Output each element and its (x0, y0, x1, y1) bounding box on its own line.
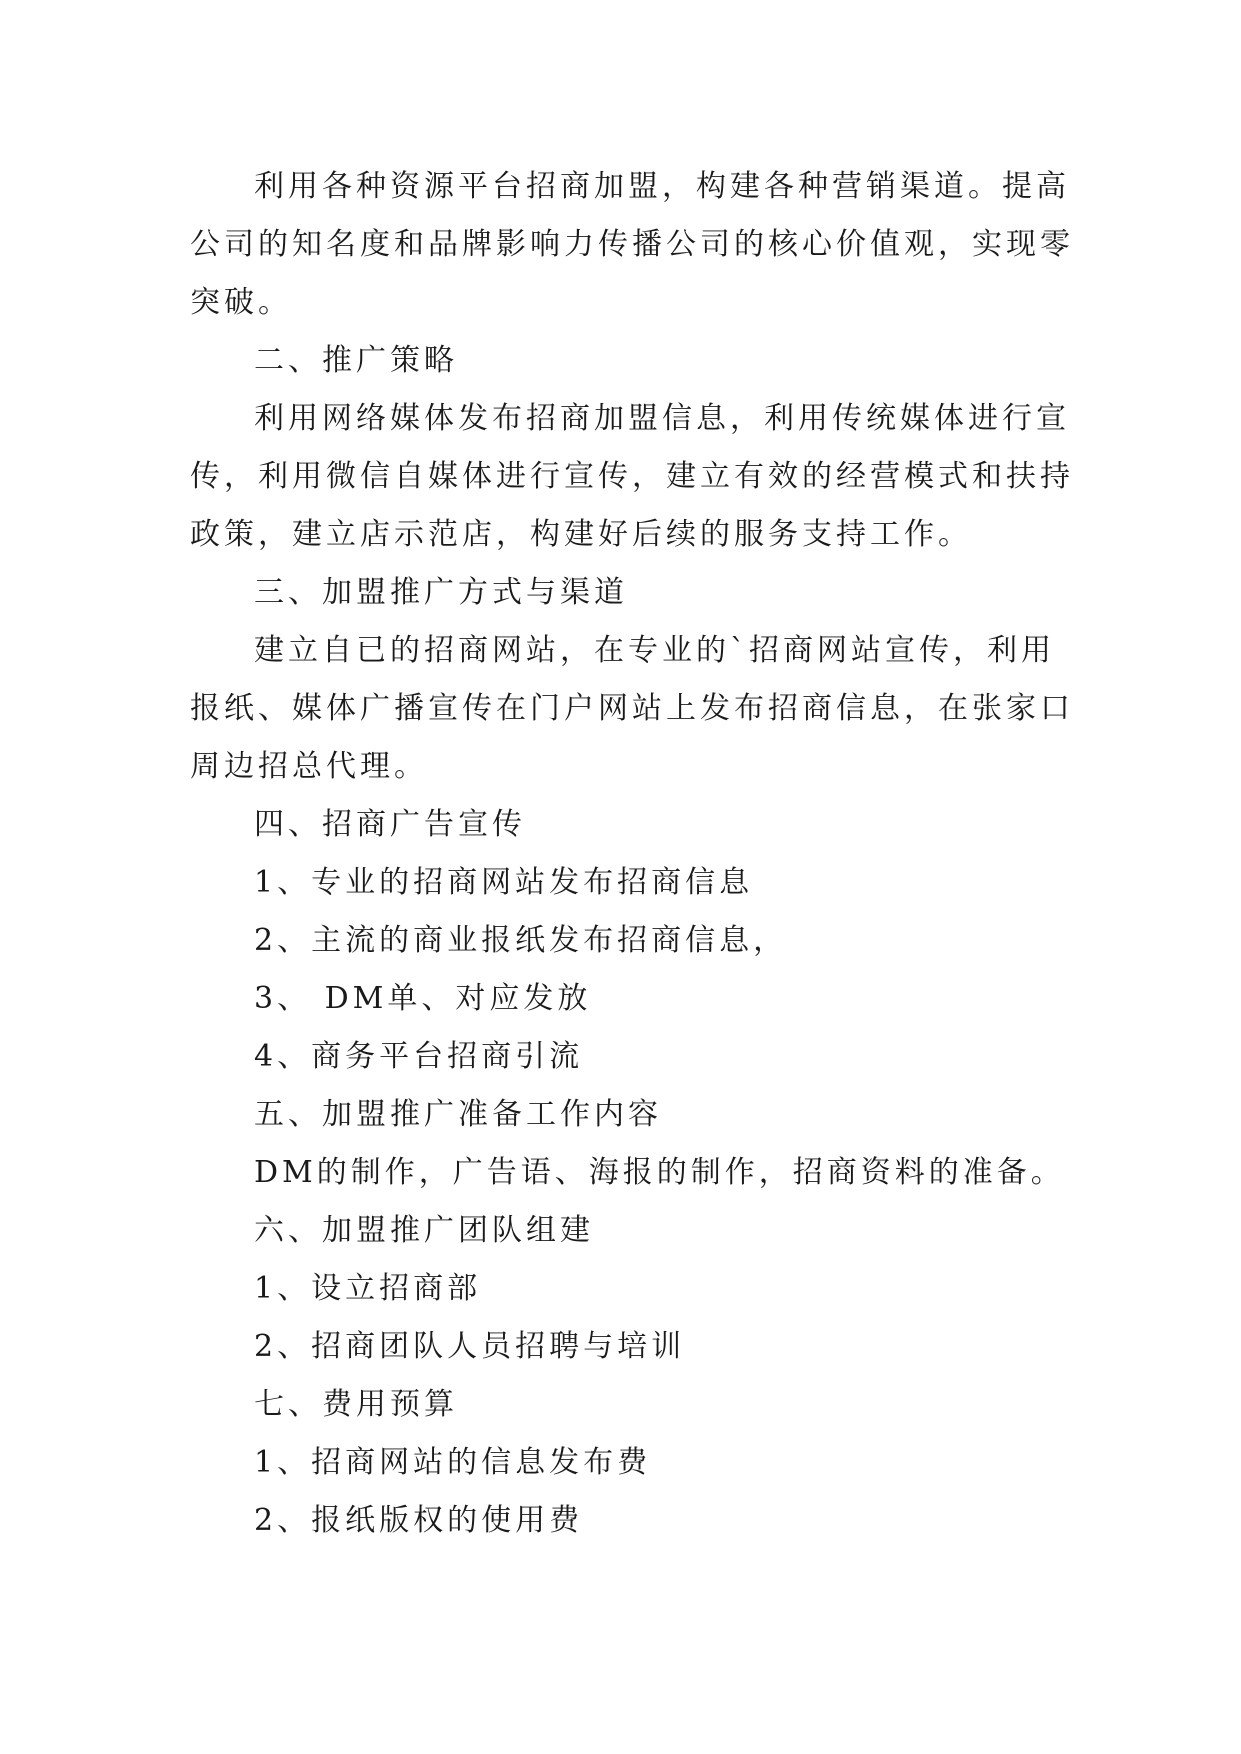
paragraph-line: 报纸、媒体广播宣传在门户网站上发布招商信息，在张家口 (190, 691, 1074, 726)
list-item: 1、专业的招商网站发布招商信息 (254, 865, 754, 900)
paragraph-line: 传，利用微信自媒体进行宣传，建立有效的经营模式和扶持 (190, 459, 1074, 494)
section-heading: 三、加盟推广方式与渠道 (254, 575, 628, 610)
paragraph-line: 公司的知名度和品牌影响力传播公司的核心价值观，实现零 (190, 227, 1074, 262)
list-item: 2、报纸版权的使用费 (254, 1503, 584, 1538)
section-heading: 六、加盟推广团队组建 (254, 1213, 594, 1248)
list-item: 1、设立招商部 (254, 1271, 482, 1306)
list-item: 2、主流的商业报纸发布招商信息， (254, 923, 788, 958)
list-item: 1、招商网站的信息发布费 (254, 1445, 652, 1480)
list-item: 2、招商团队人员招聘与培训 (254, 1329, 686, 1364)
paragraph-line: 政策，建立店示范店，构建好后续的服务支持工作。 (190, 517, 972, 552)
list-item: 4、商务平台招商引流 (254, 1039, 584, 1074)
document-page (190, 158, 1074, 1550)
paragraph-line: DM的制作，广告语、海报的制作，招商资料的准备。 (254, 1155, 1065, 1190)
list-item: 3、 DM单、对应发放 (254, 981, 592, 1016)
paragraph-line: 周边招总代理。 (190, 749, 428, 784)
paragraph-line: 建立自已的招商网站，在专业的`招商网站宣传，利用 (254, 633, 1055, 668)
section-heading: 二、推广策略 (254, 343, 458, 378)
paragraph-line: 突破。 (190, 285, 292, 320)
section-heading: 四、招商广告宣传 (254, 807, 526, 842)
section-heading: 七、费用预算 (254, 1387, 458, 1422)
section-heading: 五、加盟推广准备工作内容 (254, 1097, 662, 1132)
paragraph-line: 利用网络媒体发布招商加盟信息，利用传统媒体进行宣 (254, 401, 1070, 436)
paragraph-line: 利用各种资源平台招商加盟，构建各种营销渠道。提高 (254, 169, 1070, 204)
